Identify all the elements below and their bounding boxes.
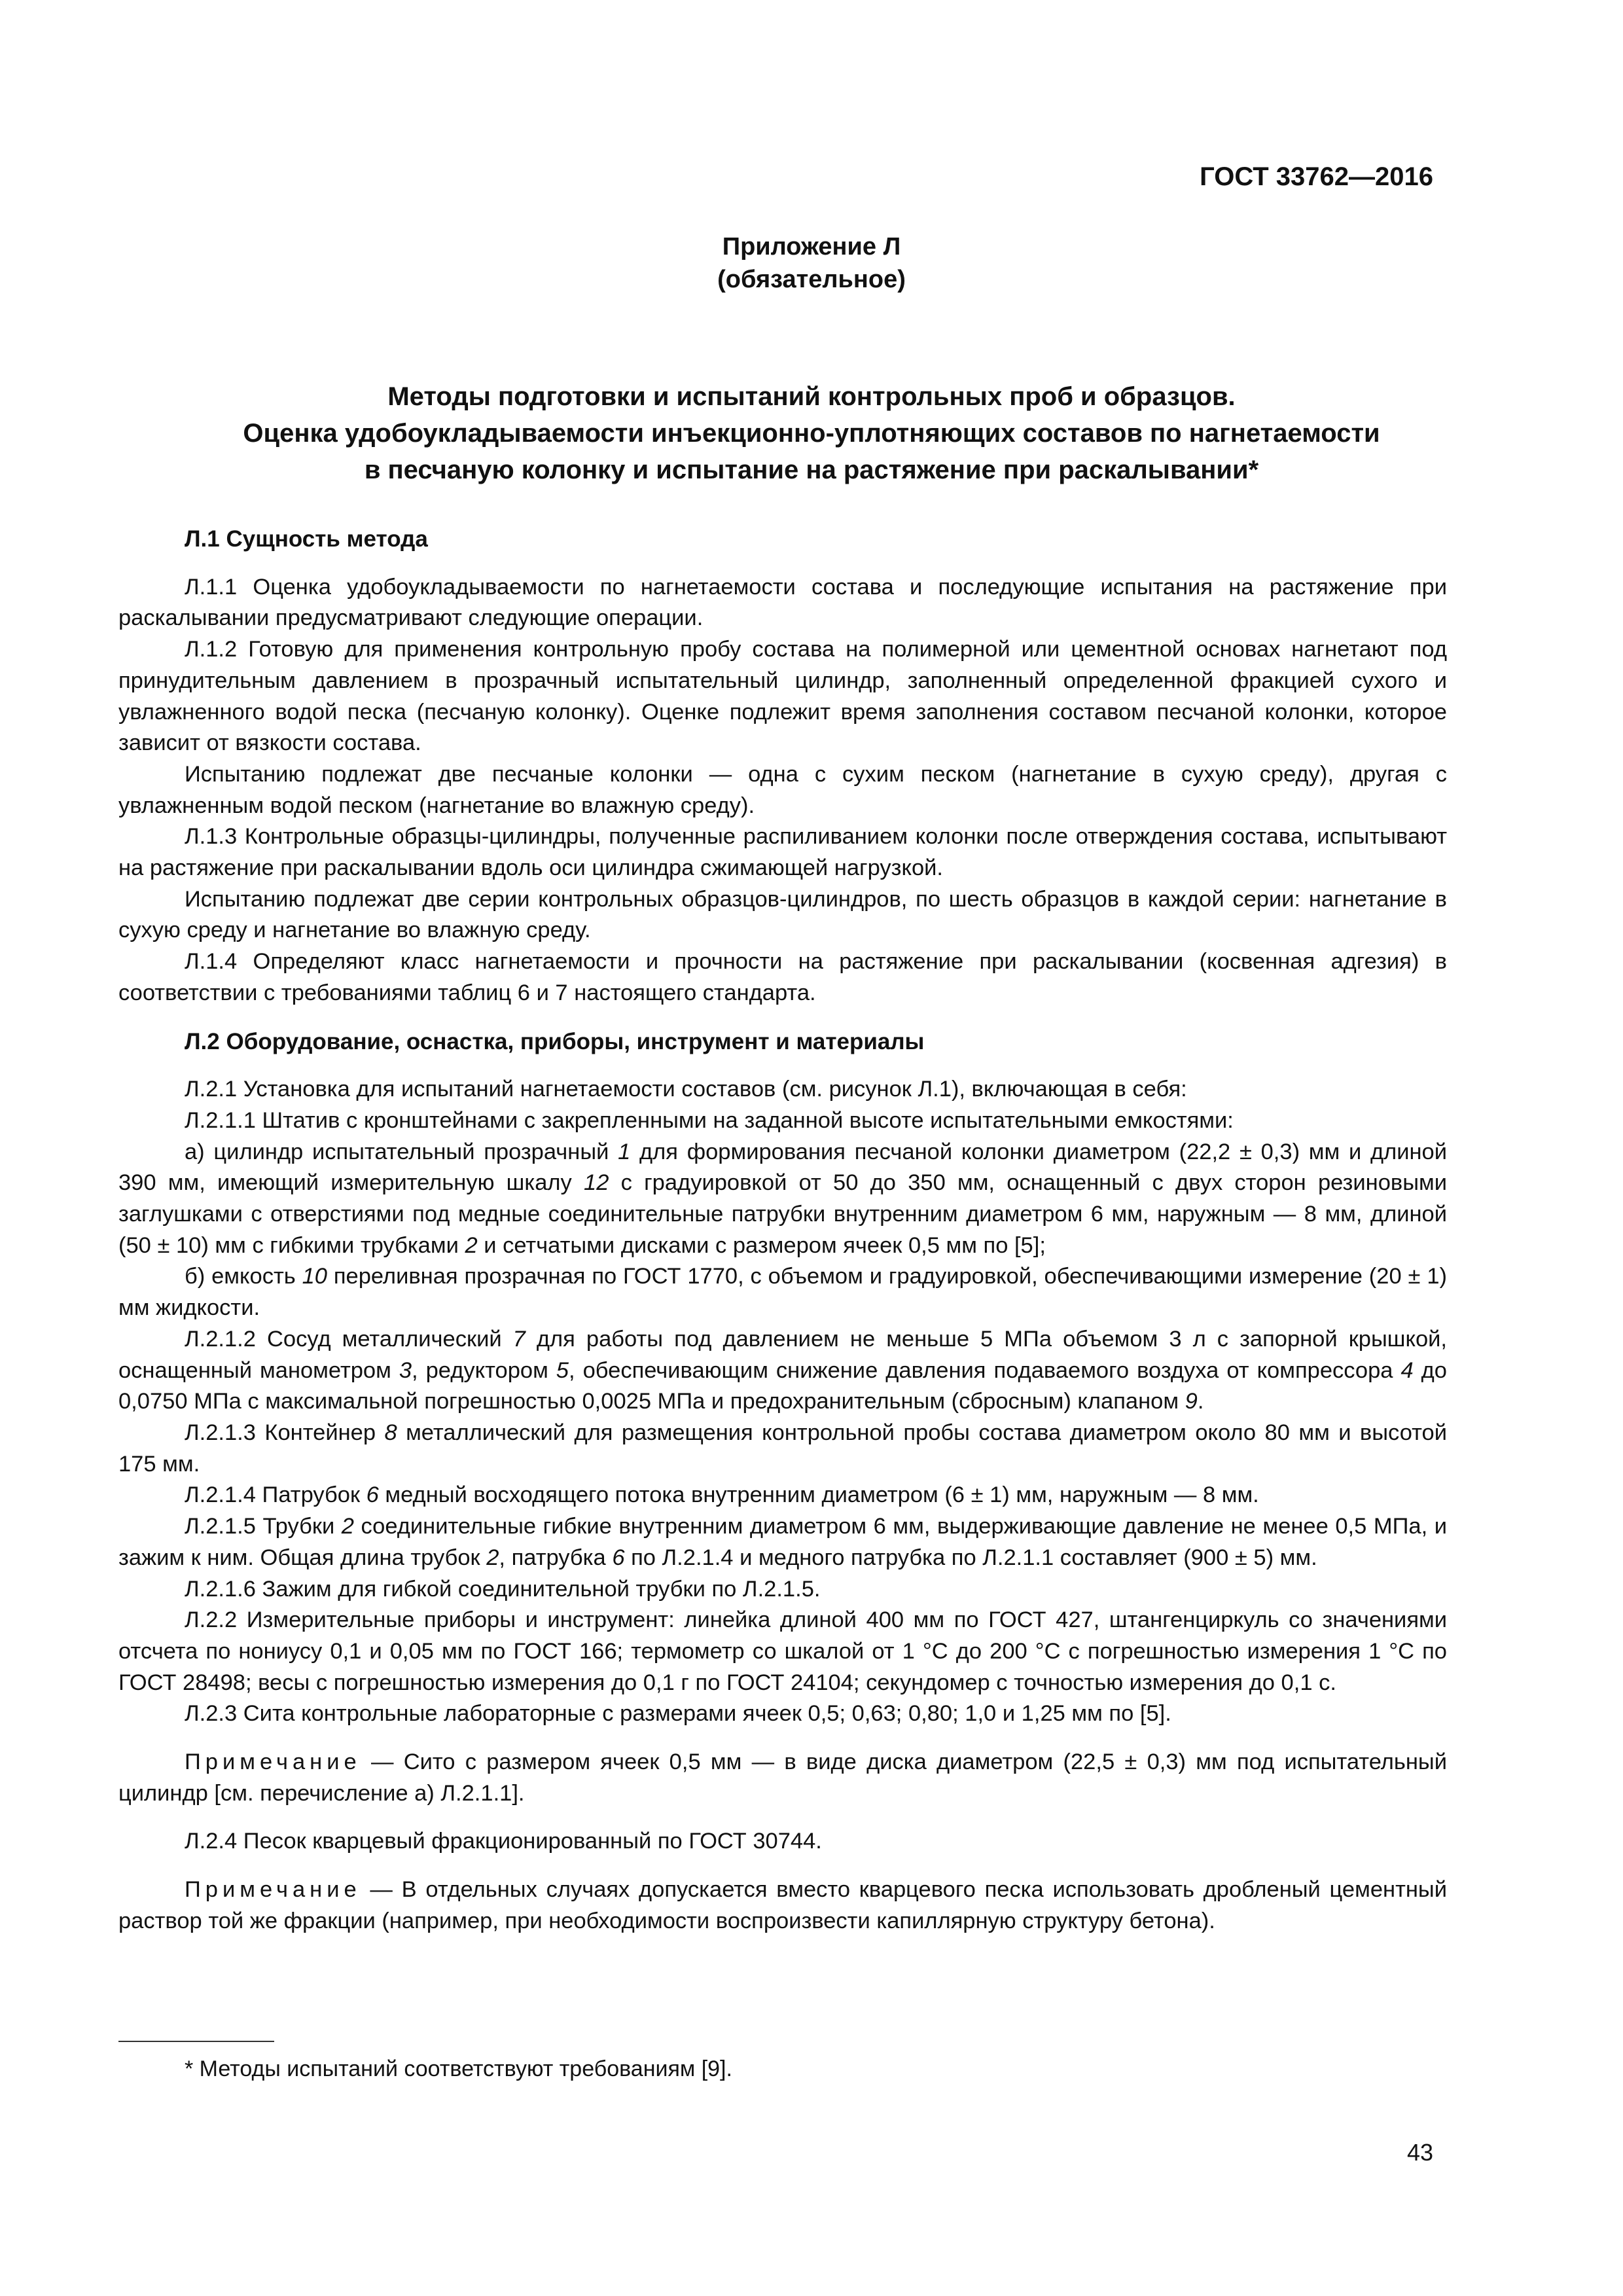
- title-line-1: Методы подготовки и испытаний контрольных проб и образцов.: [387, 382, 1236, 411]
- appendix-title: [0, 378, 1623, 488]
- paragraph-l2-1-2: Л.2.1.2 Сосуд металлический 7 для работы под давлением не меньше 5 МПа объемом 3 л с запорной крышкой, оснащенный манометром 3, редуктором 5, обеспечивающим снижение давления подаваемого воздуха от компрессора 4 до 0,0750 МПа с максимальной погрешностью 0,0025 МПа и предохранительным (сбросным) клапаном 9.: [118, 1326, 1447, 1414]
- paragraph-l2-1-6: Л.2.1.6 Зажим для гибкой соединительной трубки по Л.2.1.5.: [185, 1576, 821, 1602]
- appendix-status: (обязательное): [717, 266, 906, 293]
- paragraph-l2-1-1: Л.2.1.1 Штатив с кронштейнами с закрепленными на заданной высоте испытательными емкостями:: [185, 1107, 1234, 1133]
- footnote: * Методы испытаний соответствуют требованиям [9].: [185, 2056, 732, 2081]
- title-line-2: Оценка удобоукладываемости инъекционно-уплотняющих составов по нагнетаемости: [243, 419, 1380, 448]
- list-item-b: б) емкость 10 переливная прозрачная по ГОСТ 1770, с объемом и градуировкой, обеспечивающими измерение (20 ± 1) мм жидкости.: [118, 1264, 1447, 1321]
- paragraph-l2-1-3: Л.2.1.3 Контейнер 8 металлический для размещения контрольной пробы состава диаметром около 80 мм и высотой 175 мм.: [118, 1420, 1447, 1477]
- section-heading-l2: Л.2 Оборудование, оснастка, приборы, инструмент и материалы: [185, 1028, 925, 1054]
- appendix-heading: [0, 230, 1623, 296]
- paragraph-l2-2: Л.2.2 Измерительные приборы и инструмент: линейка длиной 400 мм по ГОСТ 427, штангенциркуль со значениями отсчета по нониусу 0,1 и 0,05 мм по ГОСТ 166; термометр со шкалой от 1 °С до 200 °С с погрешностью измерения 1 °С по ГОСТ 28498; весы с погрешностью измерения до 0,1 г по ГОСТ 24104; секундомер с точностью измерения до 0,1 с.: [118, 1607, 1447, 1695]
- note-label: Примечание: [185, 1877, 361, 1903]
- title-line-3: в песчаную колонку и испытание на растяжение при раскалывании*: [364, 456, 1259, 484]
- note-label: Примечание: [185, 1749, 361, 1775]
- page-number: 43: [1406, 2139, 1433, 2166]
- list-item-a: а) цилиндр испытательный прозрачный 1 для формирования песчаной колонки диаметром (22,2 ± 0,3) мм и длиной 390 мм, имеющий измерительную шкалу 12 с градуировкой от 50 до 350 мм, оснащенный с двух сторон резиновыми заглушками с отверстиями под медные соединительные патрубки внутренним диаметром 6 мм, наружным — 8 мм, длиной (50 ± 10) мм с гибкими трубками 2 и сетчатыми дисками с размером ячеек 0,5 мм по [5];: [118, 1139, 1448, 1258]
- paragraph-l2-4: Л.2.4 Песок кварцевый фракционированный по ГОСТ 30744.: [185, 1829, 822, 1854]
- paragraph-l1-1: Л.1.1 Оценка удобоукладываемости по нагнетаемости состава и последующие испытания на растяжение при раскалывании предусматривают следующие операции.: [118, 574, 1447, 631]
- note-2: Примечание — В отдельных случаях допускается вместо кварцевого песка использовать дробленый цементный раствор той же фракции (например, при необходимости воспроизвести капиллярную структуру бетона).: [118, 1877, 1447, 1933]
- note-1: Примечание — Сито с размером ячеек 0,5 мм — в виде диска диаметром (22,5 ± 0,3) мм под испытательный цилиндр [см. перечисление а) Л.2.1.1].: [118, 1749, 1447, 1806]
- paragraph-l1-4: Л.1.4 Определяют класс нагнетаемости и прочности на растяжение при раскалывании (косвенная адгезия) в соответствии с требованиями таблиц 6 и 7 настоящего стандарта.: [118, 949, 1447, 1005]
- section-heading-l1: Л.1 Сущность метода: [185, 526, 428, 552]
- paragraph-l2-1-5: Л.2.1.5 Трубки 2 соединительные гибкие внутренним диаметром 6 мм, выдерживающие давление не менее 0,5 МПа, и зажим к ним. Общая длина трубок 2, патрубка 6 по Л.2.1.4 и медного патрубка по Л.2.1.1 составляет (900 ± 5) мм.: [118, 1514, 1447, 1570]
- standard-number: ГОСТ 33762—2016: [1200, 162, 1433, 191]
- paragraph-l1-3: Л.1.3 Контрольные образцы-цилиндры, полученные распиливанием колонки после отверждения состава, испытывают на растяжение при раскалывании вдоль оси цилиндра сжимающей нагрузкой.: [118, 824, 1447, 881]
- footnote-separator: [118, 2041, 274, 2042]
- document-body: [118, 524, 1447, 1937]
- paragraph-l2-3: Л.2.3 Сита контрольные лабораторные с размерами ячеек 0,5; 0,63; 0,80; 1,0 и 1,25 мм по [5].: [185, 1701, 1171, 1727]
- paragraph-l1-2: Л.1.2 Готовую для применения контрольную пробу состава на полимерной или цементной основах нагнетают под принудительным давлением в прозрачный испытательный цилиндр, заполненный определенной фракцией сухого и увлажненного водой песка (песчаную колонку). Оценке подлежит время заполнения составом песчаной колонки, которое зависит от вязкости состава.: [118, 637, 1447, 756]
- paragraph-l2-1-4: Л.2.1.4 Патрубок 6 медный восходящего потока внутренним диаметром (6 ± 1) мм, наружным — 8 мм.: [185, 1482, 1259, 1508]
- paragraph-l1-2-cont: Испытанию подлежат две песчаные колонки — одна с сухим песком (нагнетание в сухую среду), другая с увлажненным водой песком (нагнетание во влажную среду).: [118, 761, 1447, 818]
- paragraph-l2-1: Л.2.1 Установка для испытаний нагнетаемости составов (см. рисунок Л.1), включающая в себя:: [185, 1077, 1187, 1102]
- appendix-label: Приложение Л: [722, 233, 901, 260]
- paragraph-l1-3-cont: Испытанию подлежат две серии контрольных образцов-цилиндров, по шесть образцов в каждой серии: нагнетание в сухую среду и нагнетание во влажную среду.: [118, 886, 1447, 943]
